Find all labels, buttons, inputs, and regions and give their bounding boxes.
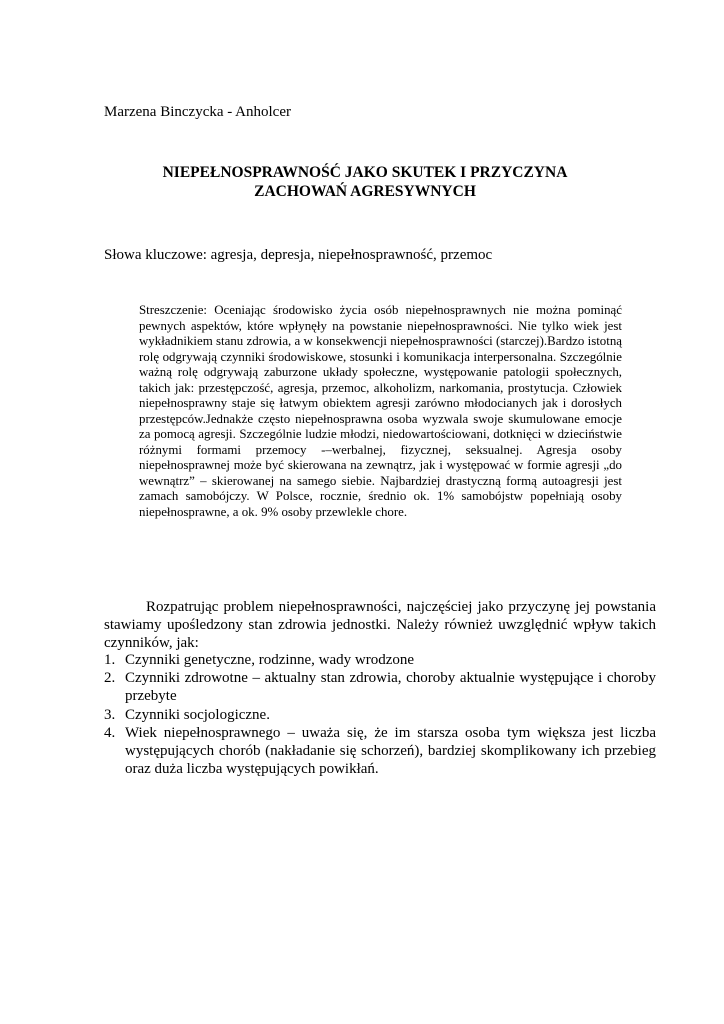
list-item-number: 4.: [104, 724, 116, 741]
list-item: [104, 651, 656, 669]
title-line-1: NIEPEŁNOSPRAWNOŚĆ JAKO SKUTEK I PRZYCZYNA: [162, 164, 568, 181]
list-item-number: 3.: [104, 706, 116, 723]
author-name: Marzena Binczycka - Anholcer: [104, 104, 291, 120]
body-paragraph: Rozpatrując problem niepełnosprawności, najczęściej jako przyczynę jej powstania stawiamy upośledzony stan zdrowia jednostki. Należy również uwzględnić wpływ takich czynników, jak:: [104, 599, 656, 652]
list-item-number: 1.: [104, 652, 116, 668]
list-item: [104, 669, 656, 705]
keywords-line: Słowa kluczowe: agresja, depresja, niepełnosprawność, przemoc: [104, 247, 493, 263]
list-item: [104, 724, 656, 779]
title-line-2: ZACHOWAŃ AGRESYWNYCH: [254, 183, 476, 200]
list-item: [104, 706, 656, 724]
list-item-text: Wiek niepełnosprawnego – uważa się, że im starsza osoba tym większa jest liczba występujących chorób (nakładanie się schorzeń), bardziej skomplikowany ich przebieg oraz duża liczba występujących powikłań.: [125, 724, 656, 778]
list-item-text: Czynniki socjologiczne.: [125, 706, 270, 723]
abstract-paragraph: Streszczenie: Oceniając środowisko życia osób niepełnosprawnych nie można pominąć pewnych aspektów, które wpłynęły na powstanie niepełnosprawności. Nie tylko wiek jest wykładnikiem stanu zdrowia, a w konsekwencji niepełnosprawności (starczej).Bardzo istotną rolę odgrywają czynniki środowiskowe, stosunki i komunikacja interpersonalna. Szczególnie ważną rolę odgrywają zaburzone układy społeczne, występowanie patologii społecznych, takich jak: przestępczość, agresja, przemoc, alkoholizm, narkomania, prostytucja. Człowiek niepełnosprawny staje się łatwym obiektem agresji zarówno młodocianych jak i dorosłych przestępców.Jednakże często niepełnosprawna osoba wyzwala swoje skumulowane emocje za pomocą agresji. Szczególnie ludzie młodzi, niedowartościowani, dotknięci w dzieciństwie różnymi formami przemocy -–werbalnej, fizycznej, seksualnej. Agresja osoby niepełnosprawnej może być skierowana na zewnątrz, jak i występować w formie agresji „do wewnątrz” – skierowanej na samego siebie. Najbardziej drastyczną formą autoagresji jest zamach samobójczy. W Polsce, rocznie, średnio ok. 1% samobójstw popełniają osoby niepełnosprawne, a ok. 9% osoby przewlekle chore.: [139, 303, 622, 519]
list-item-text: Czynniki genetyczne, rodzinne, wady wrodzone: [125, 652, 415, 668]
document-title: [104, 163, 626, 201]
list-item-number: 2.: [104, 670, 116, 687]
list-item-text: Czynniki zdrowotne – aktualny stan zdrowia, choroby aktualnie występujące i choroby przebyte: [125, 670, 656, 705]
factors-list: [104, 651, 656, 778]
